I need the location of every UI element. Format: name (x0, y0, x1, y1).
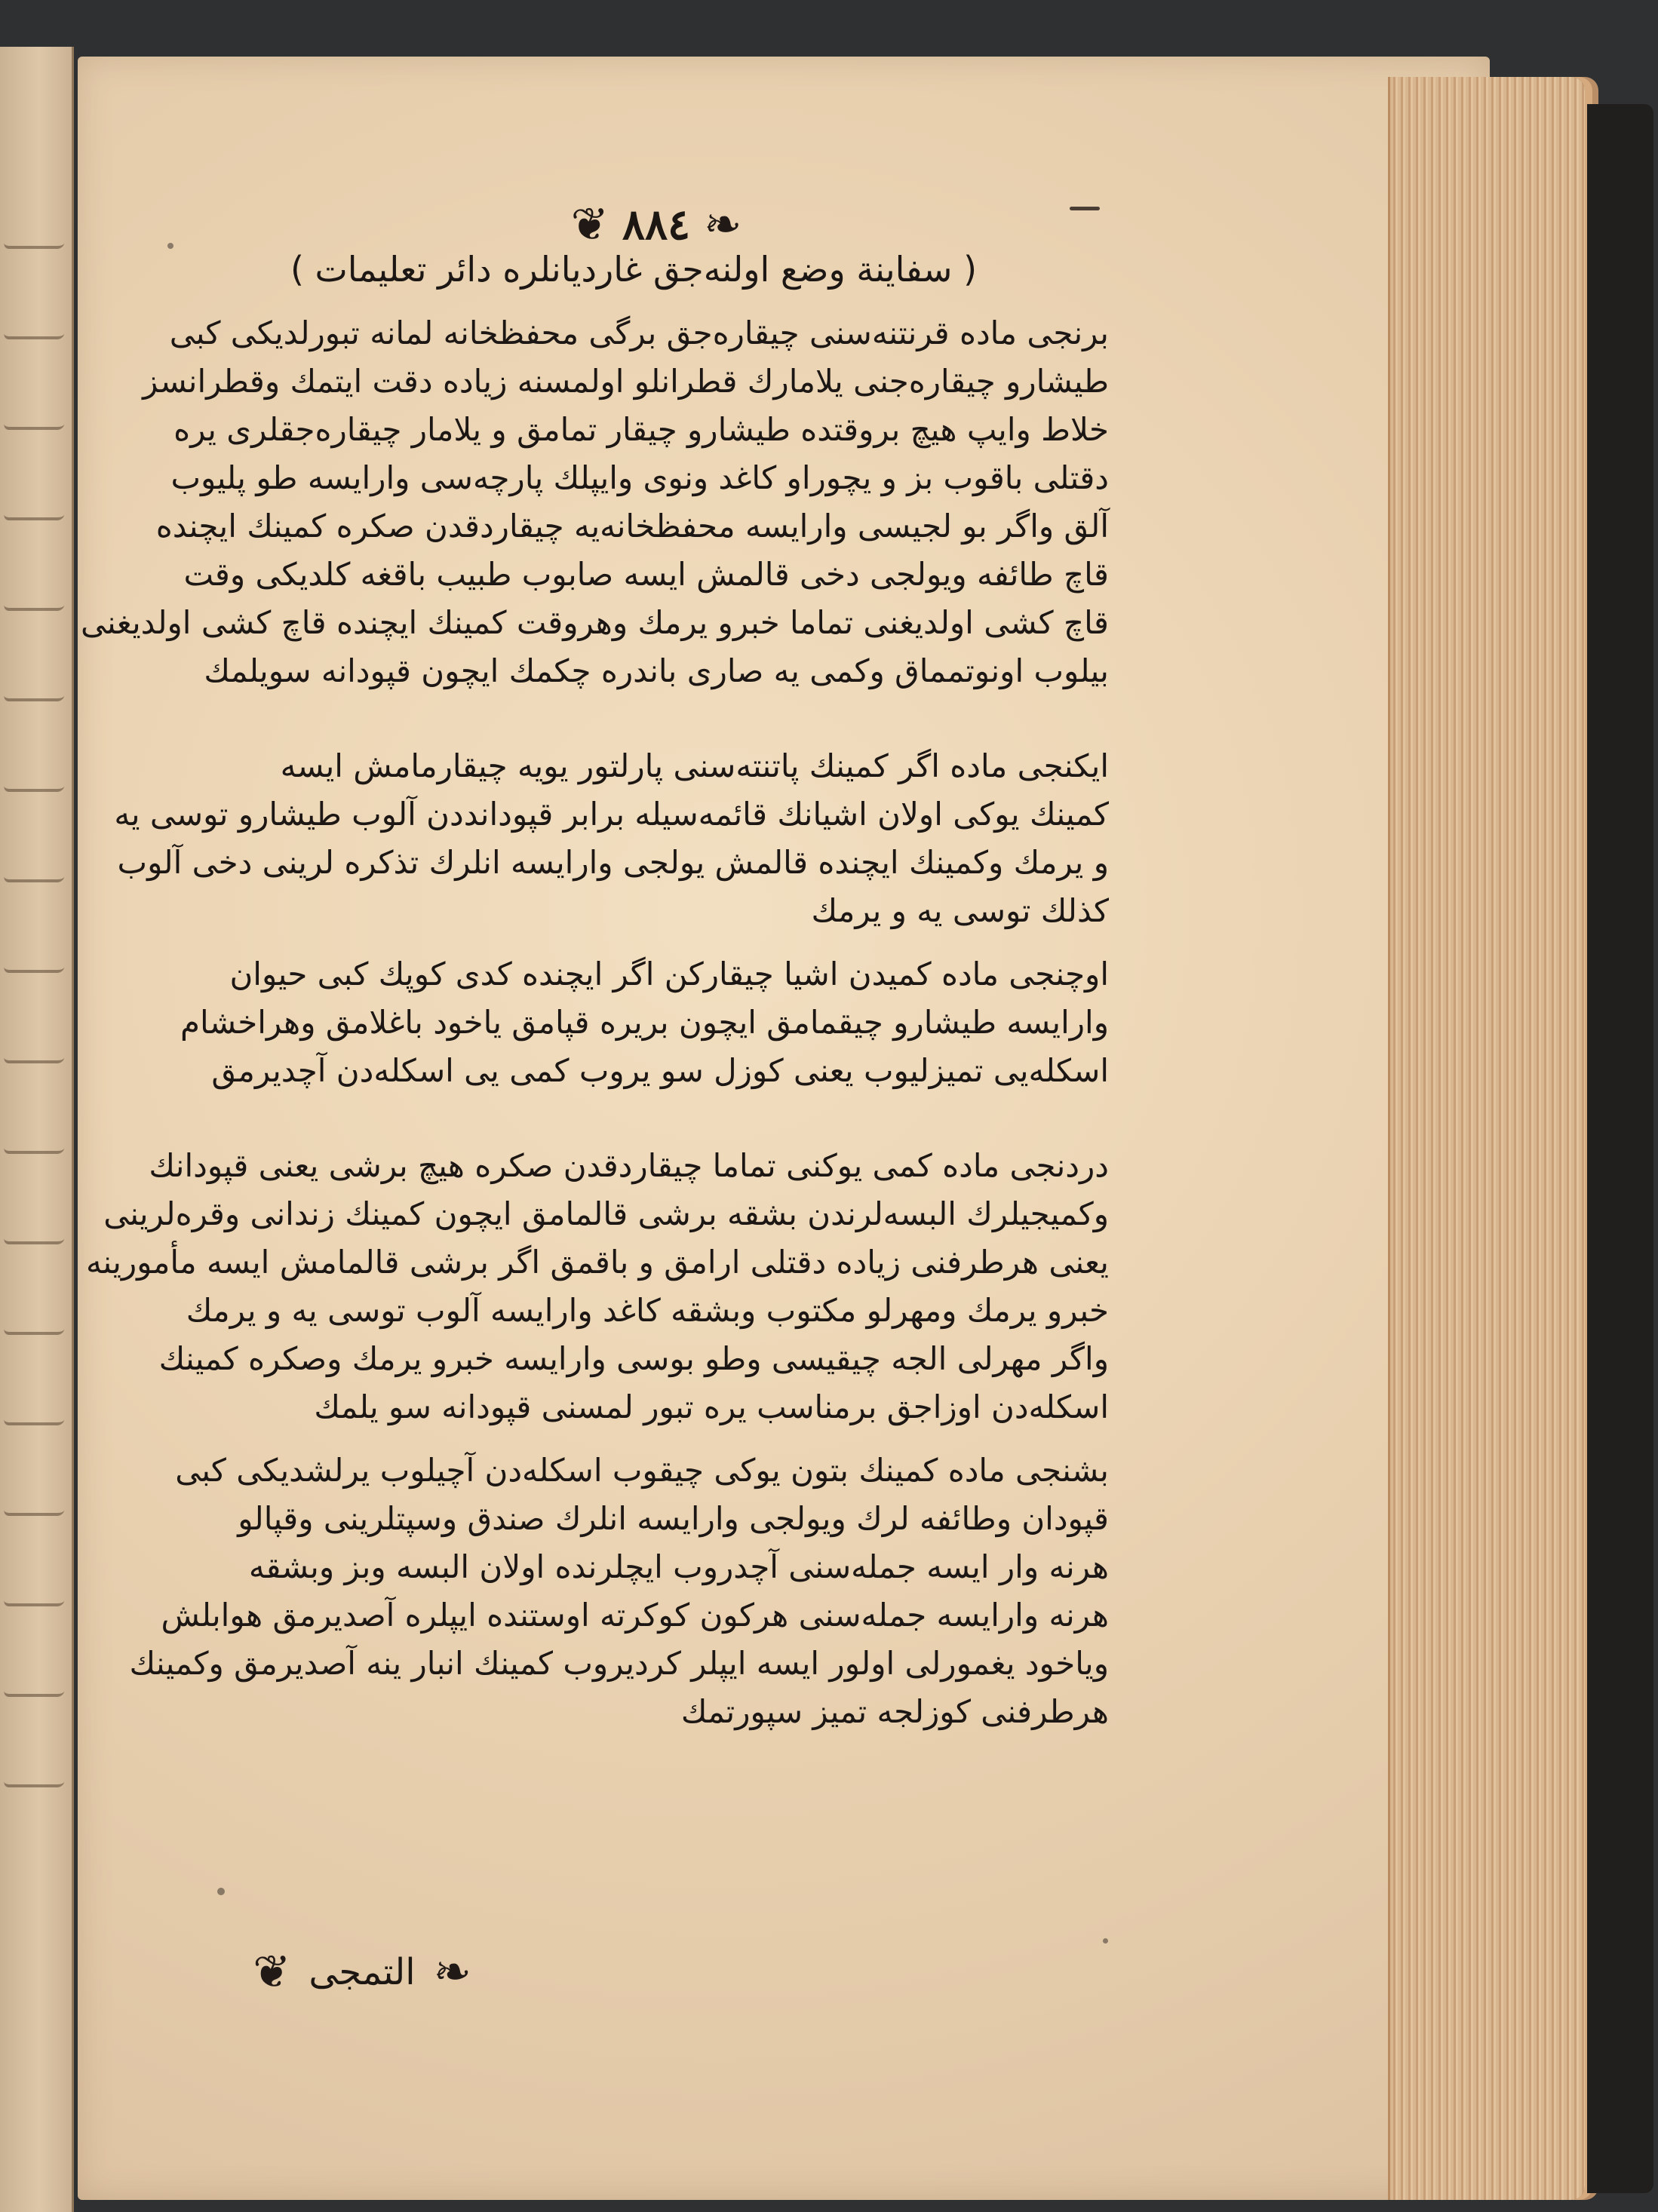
text-line: هرنه وارايسه جمله‌سنى هركون كوكرته اوستنده ايپلره آصديرمق هوابلش (161, 1597, 1109, 1634)
left-page-text-fragment (3, 763, 69, 792)
text-line: اوچنجى ماده كميدن اشيا چيقاركن اگر ايچنده كدى كوپك كبى حيوان (229, 956, 1109, 993)
left-page-text-fragment (3, 1759, 69, 1787)
text-line: واگر مهرلى الجه چيقيسى وطو بوسى وارايسه خبرو يرمك وصكره كمينك (158, 1340, 1109, 1378)
footer-catchword: التمجى (309, 1951, 416, 1993)
left-page-text-fragment (3, 582, 69, 611)
book-right-shadow (1587, 104, 1653, 2193)
text-line: وكميجيلرك البسه‌لرندن بشقه برشى قالمامق ايچون كمينك زندانى وقره‌لرينى (103, 1195, 1109, 1233)
page-header (562, 195, 751, 255)
left-page-text-fragment (3, 1035, 69, 1063)
page-stack-edge (1388, 77, 1585, 2200)
text-line: وياخود يغمورلى اولور ايسه ايپلر كرديروب كمينك انبار ينه آصديرمق وكمينك (129, 1645, 1109, 1683)
page-title: ( سفاينة وضع اولنه‌جق غارديانلره دائر تعليمات ) (290, 249, 978, 290)
text-line: قاچ كشى اولديغنى تماما خبرو يرمك وهروقت كمينك ايچنده قاچ كشى اولديغنى (81, 604, 1109, 642)
text-line: وارايسه طيشارو چيقمامق ايچون بريره قپامق ياخود باغلامق وهراخشام (180, 1004, 1109, 1042)
text-line: يعنى هرطرفنى زياده دقتلى ارامق و باقمق اگر برشى قالمامش ايسه مأمورينه (86, 1244, 1109, 1281)
text-line: بشنجى ماده كمينك بتون يوكى چيقوب اسكله‌دن آچيلوب يرلشديكى كبى (175, 1452, 1109, 1489)
text-line: دقتلى باقوب بز و يچوراو كاغد ونوى وايپلك پارچه‌سى وارايسه طو پليوب (170, 459, 1109, 497)
left-page-text-fragment (3, 492, 69, 520)
ink-speck (167, 243, 173, 249)
text-line: خلاط وايپ هيچ بروقتده طيشارو چيقار تمامق و يلامار چيقاره‌جقلرى يره (173, 411, 1109, 449)
left-page-text-fragment (3, 944, 69, 973)
left-page-text-fragment (3, 1578, 69, 1606)
article-4 (86, 1142, 1109, 1431)
left-page-edge (0, 47, 74, 2212)
left-page-text-fragment (3, 1216, 69, 1244)
text-line: برنجى ماده قرنتنه‌سنى چيقاره‌جق برگى محفظخانه لمانه تبورلديكى كبى (169, 314, 1109, 352)
article-3 (158, 950, 1109, 1095)
text-line: و يرمك وكمينك ايچنده قالمش يولجى وارايسه انلرك تذكره لرينى دخى آلوب (117, 844, 1109, 882)
article-2 (114, 742, 1109, 935)
page-mark (1070, 207, 1100, 210)
text-line: اسكله‌دن اوزاجق برمناسب يره تبور لمسنى قپودانه سو يلمك (314, 1388, 1109, 1426)
left-page-text-fragment (3, 673, 69, 701)
text-line: هرطرفنى كوزلجه تميز سپورتمك (680, 1693, 1109, 1731)
left-page-text-fragment (3, 1668, 69, 1697)
left-ornament-icon: ❧ (704, 198, 742, 251)
article-1 (81, 309, 1109, 695)
left-page-text-fragment (3, 1306, 69, 1335)
article-5 (129, 1447, 1109, 1736)
left-page-text-fragment (3, 1487, 69, 1516)
text-line: اسكله‌يى تميزليوب يعنى كوزل سو يروب كمى يى اسكله‌دن آچديرمق (211, 1052, 1109, 1090)
left-page-text-fragment (3, 401, 69, 430)
left-page-text-fragment (3, 1397, 69, 1425)
text-line: ايكنجى ماده اگر كمينك پاتنته‌سنى پارلتور يويه چيقارمامش ايسه (280, 747, 1109, 785)
page-text-block (81, 249, 1109, 2006)
left-page-text-fragment (3, 220, 69, 249)
left-page-text-fragment (3, 854, 69, 882)
right-ornament-icon: ❦ (570, 198, 609, 251)
text-line: بيلوب اونوتمماق وكمى يه صارى باندره چكمك ايچون قپودانه سويلمك (204, 652, 1109, 690)
page-number: ٨٨٤ (622, 200, 691, 250)
text-line: خبرو يرمك ومهرلو مكتوب وبشقه كاغد وارايسه آلوب توسى يه و يرمك (186, 1292, 1109, 1330)
text-line: طيشارو چيقاره‌جنى يلامارك قطرانلو اولمسنه زياده دقت ايتمك وقطرانسز (143, 363, 1109, 400)
text-line: قاچ طائفه ويولجى دخى قالمش ايسه صابوب طبيب باقغه كلديكى وقت (183, 556, 1109, 594)
text-line: آلق واگر بو لجيسى وارايسه محفظخانه‌يه چيقاردقدن صكره كمينك ايچنده (155, 508, 1109, 545)
text-line: كمينك يوكى اولان اشيانك قائمه‌سيله برابر قپودانددن آلوب طيشارو توسى يه (114, 796, 1109, 833)
footer-left-ornament-icon: ❧ (433, 1946, 471, 1999)
footer-right-ornament-icon: ❦ (253, 1946, 291, 1999)
left-page-text-fragment (3, 311, 69, 339)
text-line: هرنه وار ايسه جمله‌سنى آچدروب ايچلرنده اولان البسه وبز وبشقه (248, 1548, 1109, 1586)
text-line: قپودان وطائفه لرك ويولجى وارايسه انلرك صندق وسپتلرينى وقپالو (238, 1500, 1109, 1538)
left-page-text-fragment (3, 1125, 69, 1154)
text-line: كذلك توسى يه و يرمك (811, 892, 1109, 930)
page-footer (253, 1940, 471, 2005)
text-line: دردنجى ماده كمى يوكنى تماما چيقاردقدن صكره هيچ برشى يعنى قپودانك (149, 1147, 1109, 1185)
